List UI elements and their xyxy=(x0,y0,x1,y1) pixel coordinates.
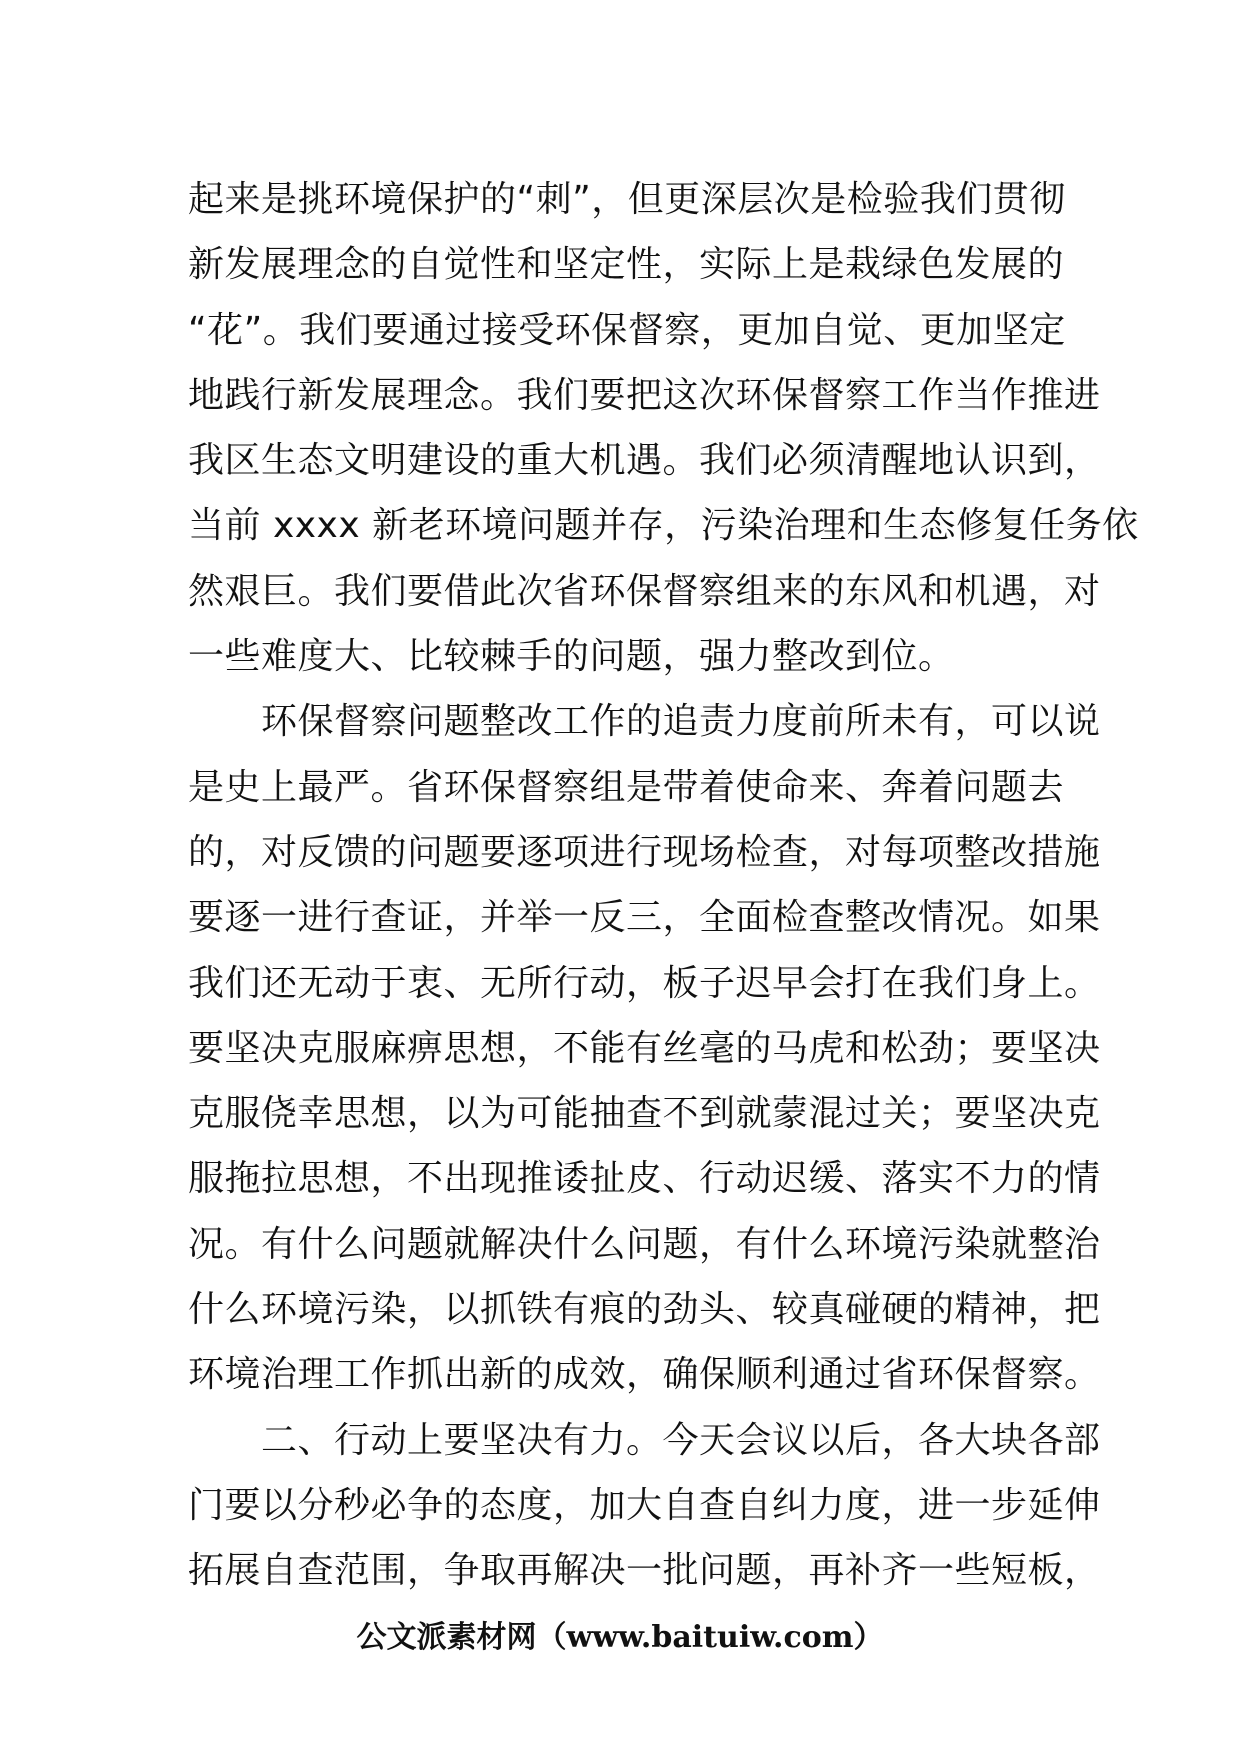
text-line: 然艰巨。我们要借此次省环保督察组来的东风和机遇，对 xyxy=(188,570,1101,612)
text-line: 是史上最严。省环保督察组是带着使命来、奔着问题去 xyxy=(188,766,1065,808)
text-line: 克服侥幸思想，以为可能抽查不到就蒙混过关；要坚决克 xyxy=(188,1093,1101,1135)
text-line: 我们还无动于衷、无所行动，板子迟早会打在我们身上。 xyxy=(188,962,1101,1004)
text-line: 的，对反馈的问题要逐项进行现场检查，对每项整改措施 xyxy=(188,831,1101,873)
text-line: 要坚决克服麻痹思想，不能有丝毫的马虎和松劲；要坚决 xyxy=(188,1027,1101,1069)
text-line: 环境治理工作抓出新的成效，确保顺利通过省环保督察。 xyxy=(188,1354,1101,1396)
footer-watermark: 公文派素材网（www.baituiw.com） xyxy=(356,1620,884,1655)
text-line: 什么环境污染，以抓铁有痕的劲头、较真碰硬的精神，把 xyxy=(188,1289,1101,1331)
text-line: 门要以分秒必争的态度，加大自查自纠力度，进一步延伸 xyxy=(188,1484,1101,1526)
text-line: 服拖拉思想，不出现推诿扯皮、行动迟缓、落实不力的情 xyxy=(188,1158,1101,1200)
text-line: 当前 xxxx 新老环境问题并存，污染治理和生态修复任务依 xyxy=(188,505,1139,547)
text-line: 二、行动上要坚决有力。今天会议以后，各大块各部 xyxy=(188,1419,1101,1461)
body-text xyxy=(188,167,1139,1604)
text-line: 一些难度大、比较棘手的问题，强力整改到位。 xyxy=(188,636,955,678)
text-line: 地践行新发展理念。我们要把这次环保督察工作当作推进 xyxy=(188,374,1101,416)
text-line: 我区生态文明建设的重大机遇。我们必须清醒地认识到， xyxy=(188,440,1101,482)
text-line: 况。有什么问题就解决什么问题，有什么环境污染就整治 xyxy=(188,1223,1101,1265)
text-line: 新发展理念的自觉性和坚定性，实际上是栽绿色发展的 xyxy=(188,244,1065,286)
text-line: 拓展自查范围，争取再解决一批问题，再补齐一些短板， xyxy=(188,1550,1101,1592)
text-line: 起来是挑环境保护的“刺”，但更深层次是检验我们贯彻 xyxy=(188,179,1066,220)
text-line: 环保督察问题整改工作的追责力度前所未有，可以说 xyxy=(188,701,1101,743)
text-line: “花”。我们要通过接受环保督察，更加自觉、更加坚定 xyxy=(188,309,1066,351)
text-line: 要逐一进行查证，并举一反三，全面检查整改情况。如果 xyxy=(188,897,1101,939)
